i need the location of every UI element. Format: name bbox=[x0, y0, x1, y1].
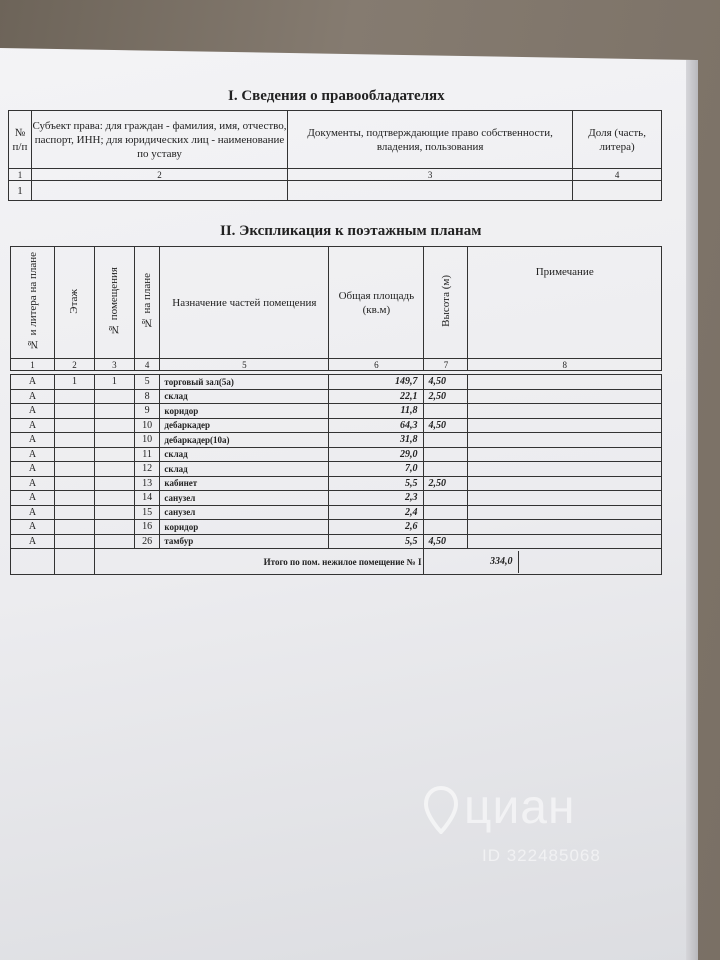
header-height: Высота (м) bbox=[424, 247, 468, 359]
cell-room bbox=[94, 491, 134, 506]
cell-litera: А bbox=[11, 433, 55, 448]
total-label: Итого по пом. нежилое помещение № I bbox=[94, 549, 424, 575]
cell-purpose: тамбур bbox=[160, 534, 329, 549]
cell-plan: 10 bbox=[134, 433, 160, 448]
cell-room bbox=[94, 404, 134, 419]
cell-height bbox=[424, 462, 468, 477]
cell-room bbox=[94, 433, 134, 448]
cell-floor bbox=[55, 520, 95, 535]
cell-room bbox=[94, 505, 134, 520]
table-row bbox=[11, 389, 662, 404]
cell-note bbox=[468, 505, 662, 520]
cell-floor bbox=[55, 505, 95, 520]
cell-note bbox=[468, 433, 662, 448]
section2-title: II. Экспликация к поэтажным планам bbox=[220, 223, 482, 239]
cell-litera: А bbox=[11, 476, 55, 491]
cell-note bbox=[468, 534, 662, 549]
header-note: Примечание bbox=[468, 247, 662, 359]
cell-height: 2,50 bbox=[424, 476, 468, 491]
cell-room: 1 bbox=[94, 375, 134, 390]
cell-note bbox=[468, 404, 662, 419]
cell-room bbox=[94, 389, 134, 404]
cell-note bbox=[468, 447, 662, 462]
table-row bbox=[11, 447, 662, 462]
cell-area: 29,0 bbox=[329, 447, 424, 462]
cell-note bbox=[468, 418, 662, 433]
watermark-logo: циан bbox=[464, 781, 576, 834]
cell-purpose: торговый зал(5а) bbox=[160, 375, 329, 390]
cell-litera: А bbox=[11, 389, 55, 404]
watermark-id: ID 322485068 bbox=[482, 846, 601, 865]
cell-note bbox=[468, 520, 662, 535]
cell-floor bbox=[55, 389, 95, 404]
cell-plan: 9 bbox=[134, 404, 160, 419]
cell-plan: 10 bbox=[134, 418, 160, 433]
cell-height: 4,50 bbox=[424, 418, 468, 433]
cell-height: 4,50 bbox=[424, 375, 468, 390]
cell-height bbox=[424, 505, 468, 520]
header-floor: Этаж bbox=[55, 247, 95, 359]
cell-litera: А bbox=[11, 505, 55, 520]
table-row bbox=[11, 404, 662, 419]
cell-litera: А bbox=[11, 375, 55, 390]
cell-area: 11,8 bbox=[329, 404, 424, 419]
cell-floor bbox=[55, 462, 95, 477]
cell-room bbox=[94, 418, 134, 433]
cell-note bbox=[468, 491, 662, 506]
colnum-7: 7 bbox=[424, 359, 468, 371]
cell-floor bbox=[55, 404, 95, 419]
cell-area: 22,1 bbox=[329, 389, 424, 404]
cell-floor: 1 bbox=[55, 375, 95, 390]
cell-plan: 13 bbox=[134, 476, 160, 491]
cell-height bbox=[424, 404, 468, 419]
cell-height bbox=[424, 433, 468, 448]
cell-room bbox=[94, 520, 134, 535]
owners-col-documents-header: Документы, подтверждающие право собственности, владения, пользования bbox=[288, 111, 573, 169]
table-row bbox=[11, 491, 662, 506]
owners-row-subject bbox=[31, 181, 287, 201]
owners-row-documents bbox=[288, 181, 573, 201]
cell-room bbox=[94, 462, 134, 477]
owners-col-share-header: Доля (часть, литера) bbox=[573, 111, 662, 169]
cell-purpose: санузел bbox=[160, 505, 329, 520]
cell-purpose: коридор bbox=[160, 520, 329, 535]
cell-purpose: кабинет bbox=[160, 476, 329, 491]
header-purpose: Назначение частей помещения bbox=[160, 247, 329, 359]
cell-purpose: санузел bbox=[160, 491, 329, 506]
cell-height bbox=[424, 520, 468, 535]
cell-note bbox=[468, 375, 662, 390]
owners-table bbox=[8, 110, 662, 201]
cell-height: 2,50 bbox=[424, 389, 468, 404]
cell-plan: 8 bbox=[134, 389, 160, 404]
total-area-cell bbox=[424, 549, 662, 575]
cell-plan: 14 bbox=[134, 491, 160, 506]
total-blank-1 bbox=[11, 549, 55, 575]
colnum-4: 4 bbox=[134, 359, 160, 371]
cell-plan: 26 bbox=[134, 534, 160, 549]
colnum-8: 8 bbox=[468, 359, 662, 371]
cell-plan: 12 bbox=[134, 462, 160, 477]
cell-litera: А bbox=[11, 491, 55, 506]
page-edge bbox=[686, 60, 698, 960]
cell-area: 149,7 bbox=[329, 375, 424, 390]
header-plan: № на плане bbox=[134, 247, 160, 359]
cell-plan: 15 bbox=[134, 505, 160, 520]
cell-room bbox=[94, 476, 134, 491]
table-row bbox=[11, 520, 662, 535]
cell-litera: А bbox=[11, 447, 55, 462]
owners-row-share bbox=[573, 181, 662, 201]
owners-colnum-4: 4 bbox=[573, 169, 662, 181]
cell-area: 5,5 bbox=[329, 476, 424, 491]
owners-colnum-2: 2 bbox=[31, 169, 287, 181]
cell-room bbox=[94, 534, 134, 549]
header-room: № помещения bbox=[94, 247, 134, 359]
cell-area: 2,4 bbox=[329, 505, 424, 520]
cell-litera: А bbox=[11, 418, 55, 433]
cell-floor bbox=[55, 491, 95, 506]
cell-plan: 16 bbox=[134, 520, 160, 535]
cell-note bbox=[468, 389, 662, 404]
cell-note bbox=[468, 462, 662, 477]
colnum-5: 5 bbox=[160, 359, 329, 371]
cell-litera: А bbox=[11, 462, 55, 477]
cell-floor bbox=[55, 418, 95, 433]
header-area: Общая площадь (кв.м) bbox=[329, 247, 424, 359]
cell-area: 31,8 bbox=[329, 433, 424, 448]
total-blank-2 bbox=[55, 549, 95, 575]
table-row bbox=[11, 375, 662, 390]
colnum-6: 6 bbox=[329, 359, 424, 371]
cell-litera: А bbox=[11, 404, 55, 419]
cell-purpose: склад bbox=[160, 462, 329, 477]
explication-table bbox=[10, 246, 662, 575]
cell-floor bbox=[55, 534, 95, 549]
total-area: 334,0 bbox=[424, 551, 519, 573]
colnum-2: 2 bbox=[55, 359, 95, 371]
cell-purpose: склад bbox=[160, 389, 329, 404]
cell-floor bbox=[55, 447, 95, 462]
cell-area: 2,3 bbox=[329, 491, 424, 506]
cell-purpose: дебаркадер bbox=[160, 418, 329, 433]
colnum-3: 3 bbox=[94, 359, 134, 371]
cell-purpose: коридор bbox=[160, 404, 329, 419]
owners-col-number-header: № п/п bbox=[9, 111, 32, 169]
owners-colnum-1: 1 bbox=[9, 169, 32, 181]
cell-height bbox=[424, 491, 468, 506]
table-row bbox=[11, 418, 662, 433]
cell-area: 64,3 bbox=[329, 418, 424, 433]
owners-colnum-3: 3 bbox=[288, 169, 573, 181]
cell-litera: А bbox=[11, 520, 55, 535]
table-row bbox=[11, 433, 662, 448]
cell-litera: А bbox=[11, 534, 55, 549]
cell-height: 4,50 bbox=[424, 534, 468, 549]
owners-col-subject-header: Субъект права: для граждан - фамилия, имя, отчество, паспорт, ИНН; для юридических лиц - наименование по уставу bbox=[31, 111, 287, 169]
table-row bbox=[11, 476, 662, 491]
section1-title: I. Сведения о правообладателях bbox=[228, 88, 445, 104]
colnum-1: 1 bbox=[11, 359, 55, 371]
cell-purpose: дебаркадер(10а) bbox=[160, 433, 329, 448]
cell-height bbox=[424, 447, 468, 462]
cell-area: 5,5 bbox=[329, 534, 424, 549]
cell-area: 7,0 bbox=[329, 462, 424, 477]
cell-area: 2,6 bbox=[329, 520, 424, 535]
cell-note bbox=[468, 476, 662, 491]
cell-floor bbox=[55, 476, 95, 491]
header-litera: № и литера на плане bbox=[11, 247, 55, 359]
table-row bbox=[11, 462, 662, 477]
map-pin-icon bbox=[424, 786, 458, 834]
cell-purpose: склад bbox=[160, 447, 329, 462]
table-row bbox=[11, 505, 662, 520]
owners-row-number: 1 bbox=[9, 181, 32, 201]
cell-floor bbox=[55, 433, 95, 448]
cell-plan: 11 bbox=[134, 447, 160, 462]
cell-plan: 5 bbox=[134, 375, 160, 390]
table-row bbox=[11, 534, 662, 549]
cell-room bbox=[94, 447, 134, 462]
